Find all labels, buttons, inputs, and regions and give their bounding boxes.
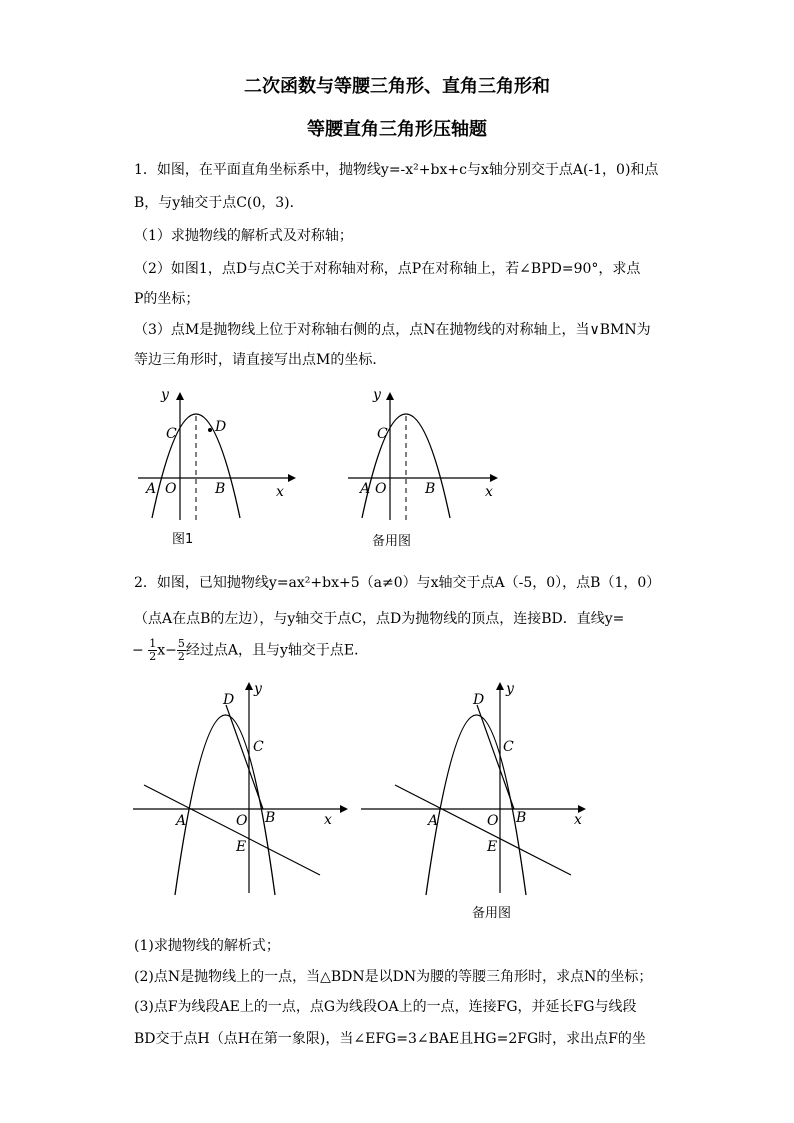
- label-c: C: [377, 426, 388, 442]
- label-x: x: [574, 812, 582, 828]
- point-d: [208, 428, 212, 432]
- segment-bd: [226, 705, 263, 809]
- q2-figure-backup: [356, 675, 591, 900]
- q1-part-2b: P的坐标；: [134, 291, 200, 307]
- label-x: x: [485, 484, 493, 500]
- label-d: D: [223, 692, 235, 708]
- label-b: B: [215, 481, 226, 497]
- line-ae: [144, 785, 320, 875]
- fraction-2-numerator: 5: [177, 637, 185, 650]
- q1-figure-backup-caption: 备用图: [372, 534, 412, 549]
- label-o: O: [487, 813, 499, 829]
- q1-figure-backup: [340, 380, 515, 525]
- q1-figure-1-caption: 图1: [172, 532, 194, 547]
- x-axis-arrow: [490, 474, 498, 482]
- fraction-1-numerator: 1: [149, 637, 157, 650]
- line-ae: [395, 785, 571, 875]
- y-axis-arrow: [245, 682, 253, 690]
- q2-part-1: (1)求抛物线的解析式；: [134, 938, 280, 954]
- label-o: O: [165, 481, 177, 497]
- label-d: D: [215, 419, 227, 435]
- label-a: A: [360, 481, 371, 497]
- q1-part-3b: 等边三角形时，请直接写出点M的坐标．: [134, 352, 387, 368]
- q2-line-3-mid: x−: [157, 642, 177, 659]
- q2-figure-1: [130, 675, 350, 900]
- label-a: A: [176, 813, 187, 829]
- label-d: D: [473, 692, 485, 708]
- x-axis-arrow: [288, 474, 296, 482]
- q2-part-2: (2)点N是抛物线上的一点，当△BDN是以DN为腰的等腰三角形时，求点N的坐标；: [134, 969, 653, 985]
- title-line-2: 等腰直角三角形压轴题: [307, 119, 487, 140]
- q2-line-3-post: 经过点A，且与y轴交于点E．: [185, 642, 369, 659]
- fraction-1-denominator: 2: [149, 650, 157, 663]
- label-o: O: [236, 813, 248, 829]
- y-axis-arrow: [496, 682, 504, 690]
- x-axis-arrow: [340, 805, 348, 813]
- q1-part-2a: （2）如图1，点D与点C关于对称轴对称，点P在对称轴上，若∠BPD=90°，求点: [134, 261, 641, 277]
- q1-line-1: 1．如图，在平面直角坐标系中，抛物线y=-x²+bx+c与x轴分别交于点A(-1，0)和点: [134, 162, 659, 178]
- y-axis-arrow: [386, 392, 394, 400]
- title-line-1: 二次函数与等腰三角形、直角三角形和: [244, 76, 550, 97]
- y-axis-arrow: [176, 392, 184, 400]
- q2-figure-backup-caption: 备用图: [472, 906, 512, 921]
- q2-line-1: 2．如图，已知抛物线y=ax²+bx+5（a≠0）与x轴交于点A（-5，0），点B（1，0）: [134, 575, 661, 591]
- label-e: E: [487, 839, 498, 855]
- label-y: y: [254, 681, 262, 697]
- q2-line-2: （点A在点B的左边），与y轴交于点C，点D为抛物线的顶点，连接BD．直线y=: [134, 611, 625, 627]
- fraction-one-half: [148, 638, 157, 663]
- q1-part-1: （1）求抛物线的解析式及对称轴；: [134, 228, 353, 244]
- q1-line-2: B，与y轴交于点C(0，3)．: [134, 195, 304, 211]
- label-a: A: [146, 481, 157, 497]
- label-o: O: [375, 481, 387, 497]
- label-y: y: [373, 387, 381, 403]
- label-c: C: [166, 426, 177, 442]
- q2-line-3-minus: −: [132, 642, 144, 659]
- label-b: B: [516, 810, 527, 826]
- label-c: C: [253, 739, 264, 755]
- q1-figure-1: [130, 380, 305, 525]
- segment-bd: [477, 705, 514, 809]
- label-a: A: [428, 813, 439, 829]
- label-y: y: [506, 681, 514, 697]
- label-b: B: [425, 481, 436, 497]
- label-e: E: [236, 839, 247, 855]
- fraction-2-denominator: 2: [177, 650, 185, 663]
- label-y: y: [161, 387, 169, 403]
- q1-part-3a: （3）点M是抛物线上位于对称轴右侧的点，点N在抛物线的对称轴上，当∨BMN为: [134, 322, 651, 338]
- label-b: B: [265, 810, 276, 826]
- q2-part-3a: (3)点F为线段AE上的一点，点G为线段OA上的一点，连接FG，并延长FG与线段: [134, 999, 637, 1015]
- label-c: C: [503, 739, 514, 755]
- label-x: x: [324, 812, 332, 828]
- q2-line-3: [132, 638, 368, 663]
- fraction-five-half: [177, 638, 186, 663]
- q2-part-3b: BD交于点H（点H在第一象限)，当∠EFG=3∠BAE且HG=2FG时，求出点F的坐: [134, 1031, 646, 1047]
- label-x: x: [276, 484, 284, 500]
